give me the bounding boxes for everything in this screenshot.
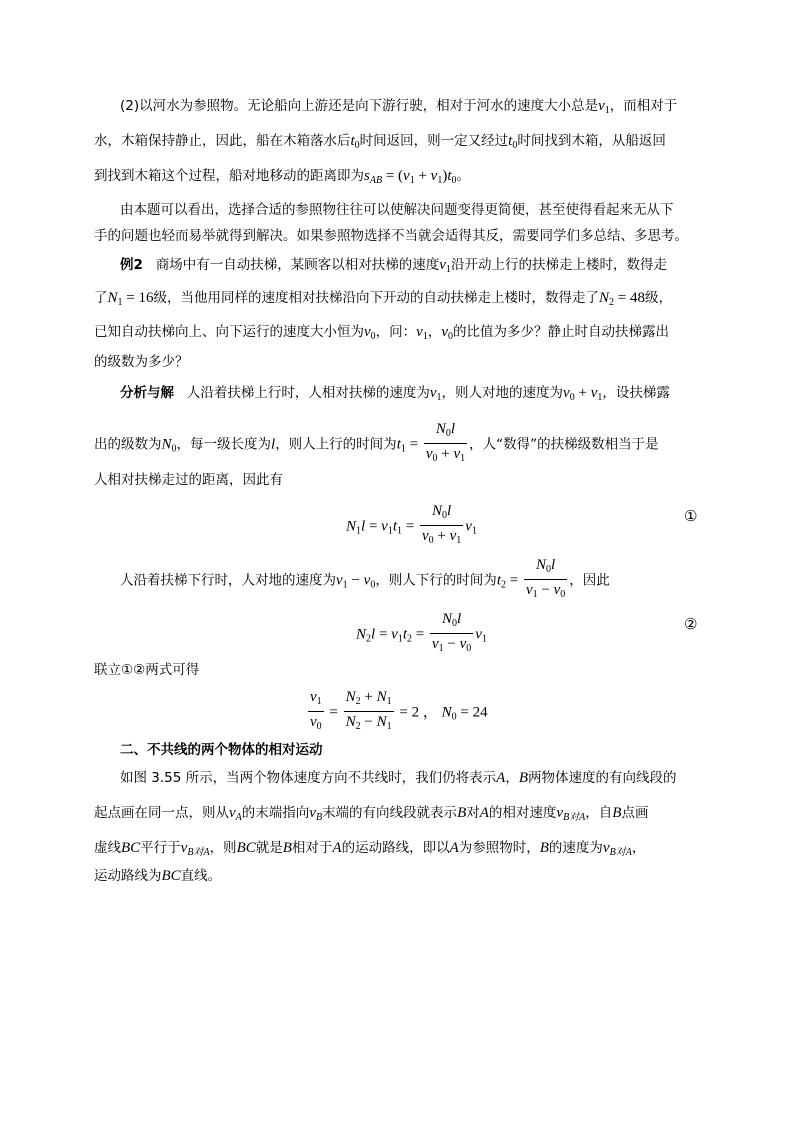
p1-line3: 到找到木箱这个过程，船对地移动的距离即为$s_{AB} = (v_1 + v_1)t_0$。 bbox=[94, 168, 471, 186]
analysis-line5: 联立①②两式可得 bbox=[94, 662, 200, 678]
section-heading: 二、不共线的两个物体的相对运动 bbox=[120, 742, 323, 758]
p1-line1: (2)以河水为参照物。无论船向上游还是向下游行驶，相对于河水的速度大小总是$v_1$，而相对于 bbox=[120, 98, 678, 116]
example-line1: 例2 商场中有一自动扶梯，某顾客以相对扶梯的速度$v_1$沿开动上行的扶梯走上楼时，数得走 bbox=[120, 257, 667, 275]
example-line3: 已知自动扶梯向上、向下运行的速度大小恒为$v_0$，问：$v_1$，$v_0$的比值为多少？静止时自动扶梯露出 bbox=[94, 324, 670, 342]
analysis-label: 分析与解 bbox=[120, 385, 174, 401]
section2-line1: 如图 3.55 所示，当两个物体速度方向不共线时，我们仍将表示A，B两物体速度的有向线段的 bbox=[120, 770, 677, 786]
section2-line3: 虚线BC平行于$v_{B对A}$，则BC就是B相对于A的运动路线，即以A为参照物时，B的速度为$v_{B对A}$， bbox=[94, 840, 646, 858]
example-line2: 了$N_1 = 16$级，当他用同样的速度相对扶梯沿向下开动的自动扶梯走上楼时，数得走了$N_2 = 48$级， bbox=[94, 290, 672, 308]
example-label: 例2 bbox=[120, 257, 143, 273]
section2-line4: 运动路线为BC直线。 bbox=[94, 868, 222, 884]
p2-line2: 手的问题也轻而易举就得到解决。如果参照物选择不当就会适得其反，需要同学们多总结、多思考。 bbox=[94, 228, 688, 244]
analysis-line4: 人沿着扶梯下行时，人对地的速度为$v_1 - v_0$，则人下行的时间为$t_2$ = $\frac{N_0l}{v_1 - v_0}$ ，因此 bbox=[120, 556, 610, 605]
result-equation: $\frac{v_1}{v_0}$ = $\frac{N_2 + N_1}{N_2 - N_1}$ = 2 ， $N_0 = 24$ bbox=[310, 689, 488, 732]
p2-line1: 由本题可以看出，选择合适的参照物往往可以使解决问题变得更简便，甚至使得看起来无从下 bbox=[120, 202, 674, 218]
analysis-line3: 人相对扶梯走过的距离，因此有 bbox=[94, 472, 283, 488]
section2-line2: 起点画在同一点，则从$v_A$的末端指向$v_B$末端的有向线段就表示B对A的相对速度$v_{B对A}$，自B点画 bbox=[94, 805, 649, 823]
equation-1-number: ① bbox=[684, 507, 698, 525]
equation-1: $N_1l = v_1t_1$ = $\frac{N_0l}{v_0 + v_1}$ $v_1$ bbox=[346, 503, 477, 546]
p1-line2: 水，木箱保持静止，因此，船在木箱落水后$t_0$时间返回，则一定又经过$t_0$时间找到木箱，从船返回 bbox=[94, 133, 666, 151]
equation-2: $N_2l = v_1t_2$ = $\frac{N_0l}{v_1 - v_0}$ $v_1$ bbox=[356, 611, 487, 654]
equation-2-number: ② bbox=[684, 615, 698, 633]
analysis-line2: 出的级数为$N_0$，每一级长度为l，则人上行的时间为$t_1$ = $\frac{N_0l}{v_0 + v_1}$ ，人“数得”的扶梯级数相当于是 bbox=[94, 420, 659, 469]
example-line4: 的级数为多少？ bbox=[94, 354, 189, 370]
fraction-t1: $\frac{N_0l}{v_0 + v_1}$ bbox=[425, 421, 466, 464]
fraction-t2: $\frac{N_0l}{v_1 - v_0}$ bbox=[525, 557, 566, 600]
analysis-line1: 分析与解 人沿着扶梯上行时，人相对扶梯的速度为$v_1$，则人对地的速度为$v_0 + v_1$，设扶梯露 bbox=[120, 385, 670, 403]
